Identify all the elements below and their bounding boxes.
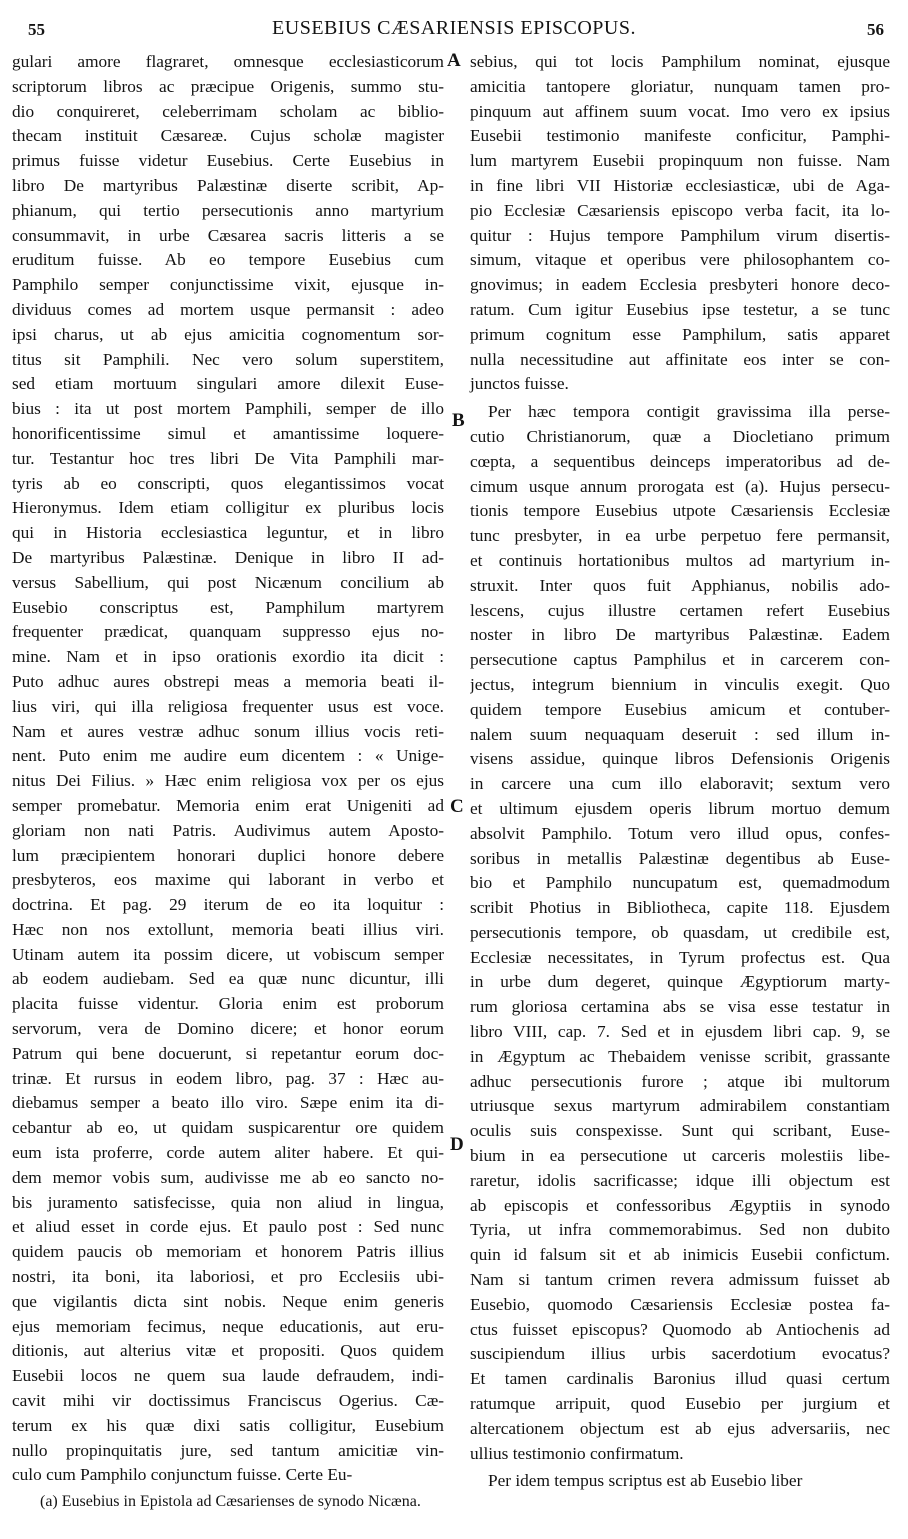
text-line: libro De martyribus Palæstinæ diserte scribit, Ap- xyxy=(12,175,444,195)
text-line: quidem tempore Eusebius amicum et contuber- xyxy=(470,699,890,719)
text-line: bio et Pamphilo nuncupatum est, quemadmodum xyxy=(470,873,890,893)
text-line: et continuis hortationibus multos ad martyrium in- xyxy=(470,550,890,570)
text-line: visens assidue, quinque libros Defensionis Origenis xyxy=(470,749,890,769)
text-line: culo cum Pamphilo conjunctum fuisse. Certe Eu- xyxy=(12,1465,353,1485)
text-line: Nam et aures vestræ adhuc sonum illius vocis reti- xyxy=(12,721,444,741)
text-line: ipsi charus, ut ab ejus amicitia cognomentum sor- xyxy=(12,324,444,344)
text-line: suscipiendum illius urbis sacerdotium evocatus? xyxy=(470,1344,890,1364)
text-line: eum ista proferre, corde autem aliter habere. Et qui- xyxy=(12,1143,444,1163)
text-line: cimum usque annum prorogata est (a). Hujus persecu- xyxy=(470,476,890,496)
text-line: bius : ita ut post mortem Pamphili, semper de illo xyxy=(12,399,444,419)
text-line: pinquum aut affinem suum vocat. Imo vero ex ipsius xyxy=(470,101,890,121)
text-line: nullo propinquitatis jure, sed tantum amicitiæ vin- xyxy=(12,1440,444,1460)
text-line: dio conquireret, celeberrimam scholam ac biblio- xyxy=(12,101,444,121)
text-line: ratumque arripuit, quod Eusebio per jurgium et xyxy=(470,1394,890,1414)
text-line: terum ex his quæ dixi satis colligitur, Eusebium xyxy=(12,1415,444,1435)
text-line: Tyria, ut infra commemorabimus. Sed non dubito xyxy=(470,1220,890,1240)
text-line: nulla necessitudine aut affinitate eos inter se con- xyxy=(470,349,890,369)
text-line: Et tamen cardinalis Baronius illud quasi certum xyxy=(470,1369,890,1389)
text-line: scriptorum libros ac præcipue Origenis, summo stu- xyxy=(12,76,444,96)
text-line: tionis tempore Eusebius utpote Cæsariensis Ecclesiæ xyxy=(470,501,890,521)
text-line: in Ægyptum ac Thebaidem venisse scribit, grassante xyxy=(470,1046,890,1066)
text-line: struxit. Inter quos fuit Apphianus, nobilis ado- xyxy=(470,575,890,595)
text-line: persecutione captus Pamphilus et in carcerem con- xyxy=(470,650,890,670)
text-line: altercationem objectum est ab ejus adversariis, nec xyxy=(470,1418,890,1438)
page-header xyxy=(0,0,908,48)
text-line: lum præcipientem honorari duplici honore debere xyxy=(12,845,444,865)
text-line: doctrina. Et pag. 29 iterum de eo ita loquitur : xyxy=(12,895,444,915)
text-line: Ecclesiæ necessitates, in Tyrum profectus est. Qua xyxy=(470,947,890,967)
text-line: utriusque sexus martyrum admirabilem constantiam xyxy=(470,1096,890,1116)
text-line: ditionis, aut alterius vitæ et propositi. Quos quidem xyxy=(12,1341,444,1361)
text-line: Eusebio, quomodo Cæsariensis Ecclesiæ postea fa- xyxy=(470,1294,890,1314)
page-number-left: 55 xyxy=(28,20,45,39)
text-line: mine. Nam et in ipso orationis exordio ita dicit : xyxy=(12,647,444,667)
text-line: sed etiam mortuum singulari amore dilexit Euse- xyxy=(12,374,444,394)
text-line: junctos fuisse. xyxy=(470,374,569,394)
text-line: nostri, ita boni, ita laboriosi, et pro Ecclesiis ubi- xyxy=(12,1267,444,1287)
running-title: EUSEBIUS CÆSARIENSIS EPISCOPUS. xyxy=(272,17,636,39)
text-line: thecam instituit Cæsareæ. Cujus scholæ magister xyxy=(12,126,444,146)
text-line: eruditum fuisse. Ab eo tempore Eusebius cum xyxy=(12,250,444,270)
text-line: frequenter prædicat, quanquam suppresso ejus no- xyxy=(12,622,444,642)
text-line: Per hæc tempora contigit gravissima illa perse- xyxy=(488,402,890,422)
text-line: gulari amore flagraret, omnesque ecclesiasticorum xyxy=(12,52,444,71)
text-line: honorificentissime simul et amantissime loquere- xyxy=(12,423,444,443)
text-line: Hæc non nos extollunt, memoria beati illius viri. xyxy=(12,919,444,939)
text-line: Eusebii testimonio manifeste conficitur, Pamphi- xyxy=(470,126,890,146)
text-line: simum, vitaque et operibus vere philosophantem co- xyxy=(470,250,890,270)
text-line: lescens, cujus illustre certamen refert Eusebius xyxy=(470,600,890,620)
text-line: ab episcopis et confessoribus Ægyptiis in synodo xyxy=(470,1195,890,1215)
text-line: gloriam non nati Patris. Audivimus autem Aposto- xyxy=(12,820,444,840)
text-line: semper promebatur. Memoria enim erat Unigeniti ad xyxy=(12,795,444,815)
text-line: trinæ. Et rursus in eodem libro, pag. 37 : Hæc au- xyxy=(12,1068,444,1088)
text-line: nalem suum nequaquam deseruit : sed illum in- xyxy=(470,724,890,744)
text-line: Puto adhuc aures obstrepi meas a memoria beati il- xyxy=(12,671,444,691)
text-line: cutio Christianorum, quæ a Diocletiano primum xyxy=(470,426,890,446)
text-line: libro VIII, cap. 7. Sed et in ejusdem libri cap. 9, se xyxy=(470,1022,890,1042)
text-line: versus Sabellium, qui post Nicænum concilium ab xyxy=(12,572,444,592)
text-line: cebantur ab eo, ut quidam suspicarentur ore quidem xyxy=(12,1118,444,1138)
text-line: tyris ab eo conscripti, quos elegantissimos vocat xyxy=(12,473,444,493)
text-line: ratum. Cum igitur Eusebius ipse testetur, a se tunc xyxy=(470,299,890,319)
text-line: phianum, qui tertio persecutionis anno martyrium xyxy=(12,200,444,220)
text-line: pio Ecclesiæ Cæsariensis episcopo verba facit, ita lo- xyxy=(470,200,890,220)
text-line: noster in libro De martyribus Palæstinæ. Eadem xyxy=(470,625,890,645)
text-line: qui in Historia ecclesiastica leguntur, et in libro xyxy=(12,523,444,543)
text-line: Per idem tempus scriptus est ab Eusebio liber xyxy=(488,1471,803,1491)
margin-letter-b: B xyxy=(452,410,465,431)
text-line: jectus, integrum biennium in vinculis exegit. Quo xyxy=(470,674,890,694)
footnote: (a) Eusebius in Epistola ad Cæsarienses de synodo Nicæna. xyxy=(40,1493,421,1510)
text-line: sebius, qui tot locis Pamphilum nominat, ejusque xyxy=(470,52,890,71)
text-line: in fine libri VII Historiæ ecclesiasticæ, ubi de Aga- xyxy=(470,175,890,195)
text-line: bis juramento satisfecisse, quia non aliud in lingua, xyxy=(12,1192,444,1212)
text-line: Hieronymus. Idem etiam colligitur ex pluribus locis xyxy=(12,498,444,518)
text-line: quidem paucis ob memoriam et honorem Patris illius xyxy=(12,1242,444,1262)
text-line: Eusebio conscriptus est, Pamphilum martyrem xyxy=(12,597,444,617)
text-line: adhuc persecutionis furore ; atque ibi multorum xyxy=(470,1071,890,1091)
text-line: De martyribus Palæstinæ. Denique in libro II ad- xyxy=(12,547,444,567)
text-line: scribit Photius in Bibliotheca, capite 118. Ejusdem xyxy=(470,898,890,918)
text-line: ullius testimonio confirmatum. xyxy=(470,1443,684,1463)
margin-letter-c: C xyxy=(450,796,464,817)
text-line: persecutionis tempore, ob quasdam, ut credibile est, xyxy=(470,922,890,942)
text-line: quitur : Hujus tempore Pamphilum virum disertis- xyxy=(470,225,890,245)
text-line: gnovimus; in eadem Ecclesia presbyteri honore deco- xyxy=(470,275,890,295)
text-line: tur. Testantur hoc tres libri De Vita Pamphili mar- xyxy=(12,448,444,468)
text-line: dem memor vobis sum, audivisse me ab eo sancto no- xyxy=(12,1167,444,1187)
text-line: nitus Dei Filius. » Hæc enim religiosa vox per os ejus xyxy=(12,771,444,791)
text-line: ab eodem audiebam. Sed ea quæ nunc dicuntur, illi xyxy=(12,969,444,989)
text-line: raretur, idolis sacrificasse; idque illi objectum est xyxy=(470,1170,890,1190)
text-line: in carcere una cum illo elaboravit; sextum vero xyxy=(470,774,890,794)
text-line: primus fuisse videtur Eusebius. Certe Eusebius in xyxy=(12,151,444,171)
text-line: quin id falsum sit et ab inimicis Eusebii confictum. xyxy=(470,1245,890,1265)
text-line: que vigilantis dicta sint nobis. Neque enim generis xyxy=(12,1291,444,1311)
text-line: et ultimum ejusdem operis librum mortuo demum xyxy=(470,798,890,818)
text-line: tunc presbyter, in ea urbe perpetuo fere permansit, xyxy=(470,526,890,546)
text-line: rum gloriosa certamina abs se visa esse testatur in xyxy=(470,997,890,1017)
text-line: Pamphilo semper conjunctissime vixit, ejusque in- xyxy=(12,275,444,295)
text-line: Eusebii locos ne quem sua laude defraudem, indi- xyxy=(12,1366,444,1386)
text-line: cœpta, a sequentibus deinceps imperatoribus ad de- xyxy=(470,451,890,471)
text-line: nent. Puto enim me audire eum dicentem : « Unige- xyxy=(12,746,444,766)
text-line: primum cognitum esse Pamphilum, satis apparet xyxy=(470,324,890,344)
text-line: Nam si tantum crimen revera admissum fuisset ab xyxy=(470,1270,890,1290)
margin-letter-a: A xyxy=(447,50,461,71)
text-line: soribus in metallis Palæstinæ degentibus ab Euse- xyxy=(470,848,890,868)
text-line: Patrum qui bene docuerunt, si repetantur eorum doc- xyxy=(12,1043,444,1063)
text-line: diebamus semper a beato illo viro. Sæpe enim ita di- xyxy=(12,1093,444,1113)
text-line: Utinam autem ita possim dicere, ut vobiscum semper xyxy=(12,944,444,964)
text-line: absolvit Pamphilo. Totum vero illud opus, confes- xyxy=(470,823,890,843)
text-line: oculis suis conspexisse. Sunt qui scribant, Euse- xyxy=(470,1121,890,1141)
margin-letter-d: D xyxy=(450,1134,464,1155)
text-line: cavit mihi vir doctissimus Franciscus Ogerius. Cæ- xyxy=(12,1391,444,1411)
text-line: ctus fuisset episcopus? Quomodo ab Antiochenis ad xyxy=(470,1319,890,1339)
text-line: titus sit Pamphili. Nec vero solum superstitem, xyxy=(12,349,444,369)
text-line: consummavit, in urbe Cæsarea sacris litteris a se xyxy=(12,225,444,245)
text-line: amicitia tantopere gloriatur, nunquam tamen pro- xyxy=(470,76,890,96)
text-line: lius viri, qui illa religiosa frequenter usus est voce. xyxy=(12,696,444,716)
text-line: lum martyrem Eusebii propinquum non fuisse. Nam xyxy=(470,151,890,171)
text-line: dividuus comes ad mortem usque permansit : adeo xyxy=(12,299,444,319)
text-line: ejus memoriam fecimus, neque educationis, aut eru- xyxy=(12,1316,444,1336)
text-line: et aliud esset in corde ejus. Et paulo post : Sed nunc xyxy=(12,1217,444,1237)
left-column xyxy=(12,50,444,1488)
text-line: servorum, vera de Domino dicere; et honor eorum xyxy=(12,1019,444,1039)
text-line: presbyteros, eos maxime qui laborant in verbo et xyxy=(12,870,444,890)
text-line: placita fuisse videntur. Gloria enim est proborum xyxy=(12,994,444,1014)
text-line: in urbe dum degeret, quinque Ægyptiorum marty- xyxy=(470,972,890,992)
text-line: bium in ea persecutione ut carceris molestiis libe- xyxy=(470,1146,890,1166)
right-column xyxy=(470,50,890,1494)
page-number-right: 56 xyxy=(867,20,884,39)
